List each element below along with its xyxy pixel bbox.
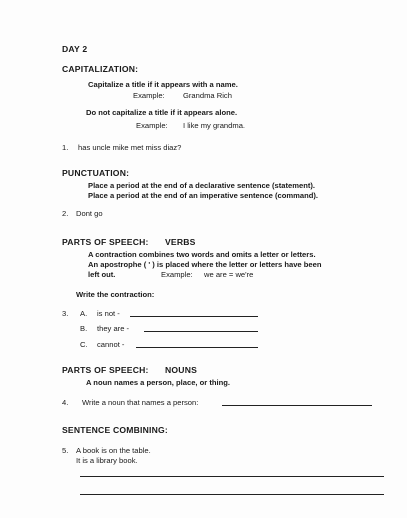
item-a-text: is not - bbox=[97, 309, 120, 318]
contraction-instruction: Write the contraction: bbox=[76, 290, 155, 299]
item-a-letter: A. bbox=[80, 309, 88, 318]
question-2-text: Dont go bbox=[76, 209, 103, 218]
example-text-2: I like my grandma. bbox=[183, 121, 246, 130]
verbs-rule-3: left out. bbox=[88, 270, 116, 279]
example-label-2: Example: bbox=[136, 121, 168, 130]
question-4-number: 4. bbox=[62, 398, 69, 407]
answer-line-4[interactable] bbox=[222, 405, 372, 406]
answer-line-5a[interactable] bbox=[80, 476, 384, 477]
question-4-text: Write a noun that names a person: bbox=[82, 398, 199, 407]
item-c-text: cannot - bbox=[97, 340, 125, 349]
nouns-heading: PARTS OF SPEECH: bbox=[62, 365, 149, 375]
verbs-example-text: we are = we're bbox=[204, 270, 254, 279]
question-5-number: 5. bbox=[62, 446, 69, 455]
combining-sentence-1: A book is on the table. bbox=[76, 446, 151, 455]
capitalization-rule-2: Do not capitalize a title if it appears alone. bbox=[86, 108, 238, 117]
capitalization-heading: CAPITALIZATION: bbox=[62, 64, 139, 74]
day-title: DAY 2 bbox=[62, 44, 88, 54]
example-text-1: Grandma Rich bbox=[183, 91, 232, 100]
sentence-combining-heading: SENTENCE COMBINING: bbox=[62, 425, 168, 435]
punctuation-rule-2: Place a period at the end of an imperative sentence (command). bbox=[88, 191, 318, 200]
question-3-number: 3. bbox=[62, 309, 69, 318]
nouns-subheading: NOUNS bbox=[165, 365, 198, 375]
verbs-subheading: VERBS bbox=[165, 237, 196, 247]
verbs-heading: PARTS OF SPEECH: bbox=[62, 237, 149, 247]
answer-line-a[interactable] bbox=[130, 316, 258, 317]
question-1-text: has uncle mike met miss diaz? bbox=[78, 143, 182, 152]
item-c-letter: C. bbox=[80, 340, 88, 349]
question-1-number: 1. bbox=[62, 143, 69, 152]
verbs-example-label: Example: bbox=[161, 270, 193, 279]
example-label-1: Example: bbox=[133, 91, 165, 100]
punctuation-rule-1: Place a period at the end of a declarative sentence (statement). bbox=[88, 181, 316, 190]
item-b-text: they are - bbox=[97, 324, 130, 333]
verbs-rule-1: A contraction combines two words and omits a letter or letters. bbox=[88, 250, 316, 259]
answer-line-5b[interactable] bbox=[80, 494, 384, 495]
answer-line-b[interactable] bbox=[144, 331, 258, 332]
item-b-letter: B. bbox=[80, 324, 88, 333]
verbs-rule-2: An apostrophe ( ' ) is placed where the letter or letters have been bbox=[88, 260, 322, 269]
question-2-number: 2. bbox=[62, 209, 69, 218]
answer-line-c[interactable] bbox=[136, 347, 258, 348]
combining-sentence-2: It is a library book. bbox=[76, 456, 138, 465]
capitalization-rule-1: Capitalize a title if it appears with a name. bbox=[88, 80, 238, 89]
punctuation-heading: PUNCTUATION: bbox=[62, 168, 130, 178]
nouns-rule: A noun names a person, place, or thing. bbox=[86, 378, 231, 387]
